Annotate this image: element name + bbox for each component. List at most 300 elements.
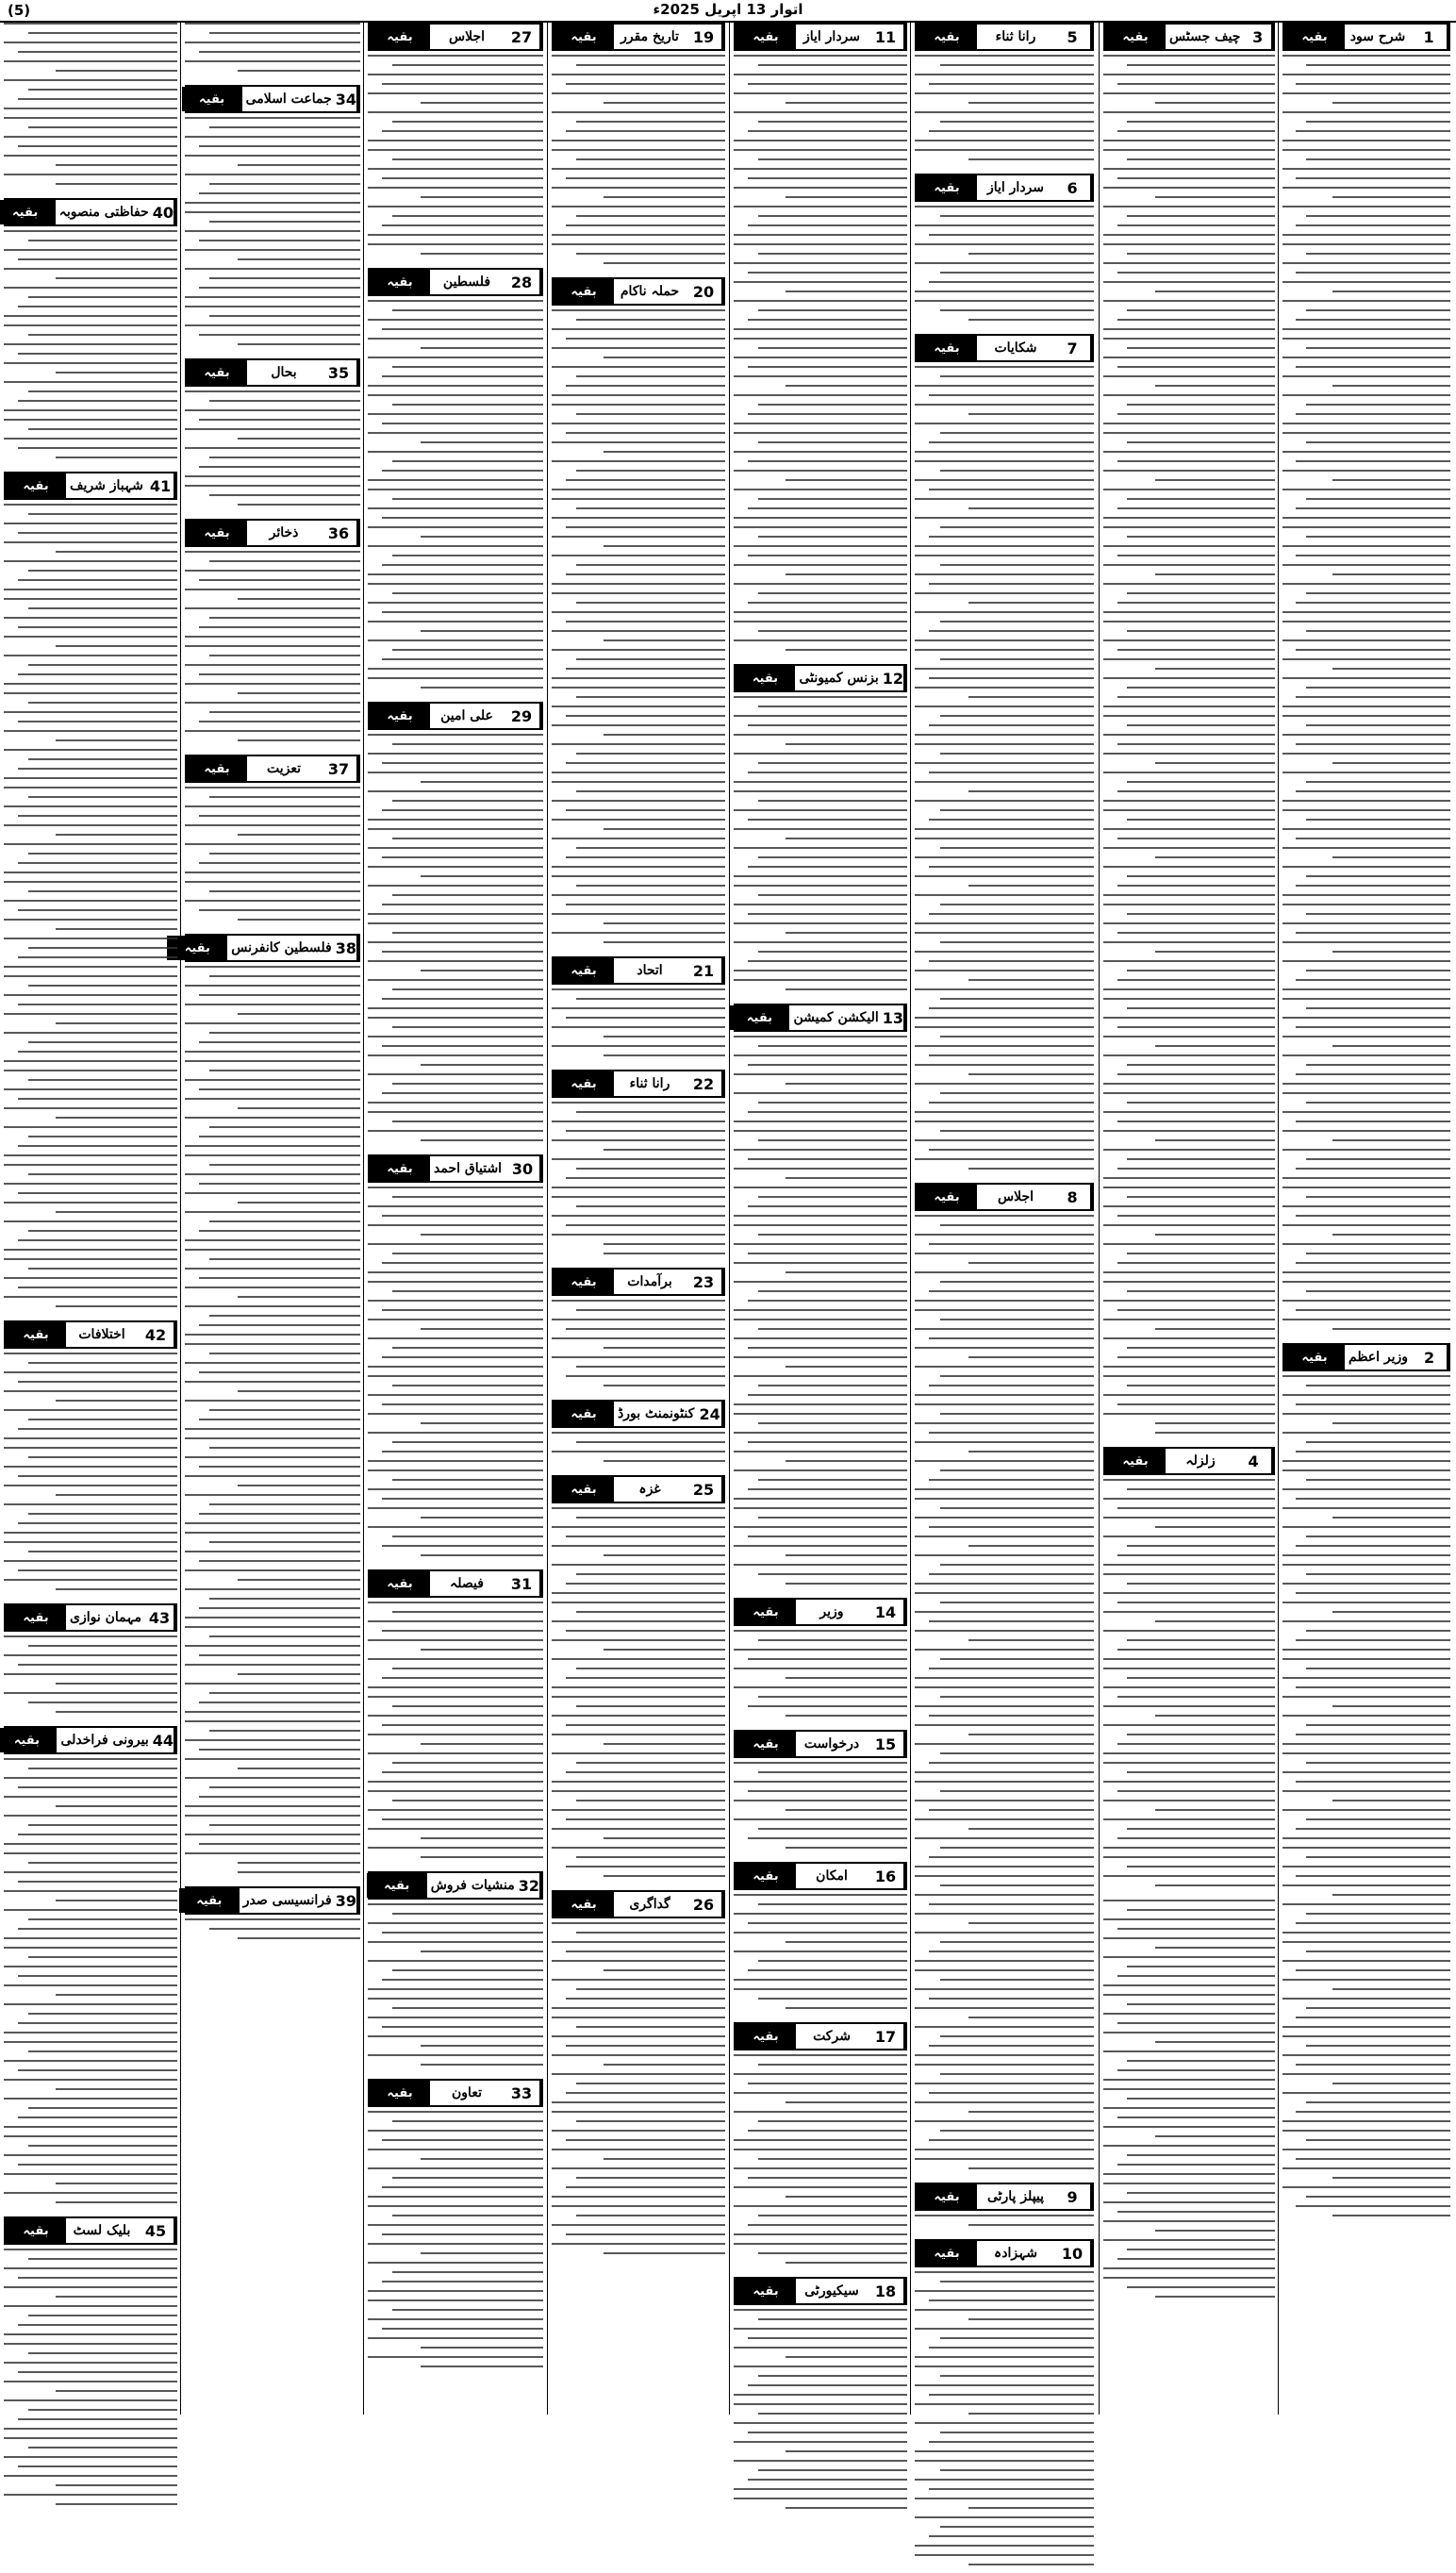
text-line xyxy=(392,555,543,556)
text-line xyxy=(734,2233,907,2235)
text-line xyxy=(1103,988,1275,990)
text-line xyxy=(604,1875,725,1877)
text-line xyxy=(4,1871,177,1873)
text-line xyxy=(758,1960,907,1962)
text-line xyxy=(382,1771,543,1773)
text-line xyxy=(185,683,360,685)
text-line xyxy=(368,602,543,604)
text-line xyxy=(4,617,177,619)
text-line xyxy=(929,1715,1094,1717)
text-line xyxy=(734,1913,907,1915)
article-continuation xyxy=(368,23,543,262)
text-line xyxy=(915,856,1094,858)
text-line xyxy=(1127,2098,1275,2100)
text-line xyxy=(576,1441,725,1443)
continued-tag xyxy=(552,277,725,306)
text-line xyxy=(382,1092,543,1094)
text-line xyxy=(1127,1734,1275,1735)
text-line xyxy=(1306,592,1450,594)
text-line xyxy=(915,649,1094,651)
article-continuation xyxy=(552,1400,725,1469)
text-line xyxy=(1103,611,1275,613)
article-number: 34 xyxy=(336,87,358,111)
text-line xyxy=(185,1834,360,1835)
text-line xyxy=(734,875,907,877)
continued-label: بقیہ xyxy=(554,1402,614,1426)
text-line xyxy=(4,994,177,996)
text-line xyxy=(748,2130,907,2132)
text-line xyxy=(185,1569,360,1571)
text-line xyxy=(786,1177,907,1179)
text-line xyxy=(4,2249,177,2250)
article-continuation xyxy=(734,23,907,658)
text-line xyxy=(552,838,725,839)
text-line xyxy=(786,838,907,839)
body-text-block xyxy=(552,1507,725,1884)
text-line xyxy=(392,1441,543,1443)
article-number: 20 xyxy=(686,279,723,304)
text-line xyxy=(915,479,1094,481)
text-line xyxy=(1103,2239,1275,2241)
text-line xyxy=(748,1347,907,1349)
text-line xyxy=(1296,1639,1450,1641)
text-line xyxy=(1127,1347,1275,1349)
text-line xyxy=(1117,1507,1275,1509)
text-line xyxy=(4,2494,177,2496)
text-line xyxy=(1103,2013,1275,2015)
text-line xyxy=(734,1224,907,1226)
text-line xyxy=(915,894,1094,896)
text-line xyxy=(4,824,177,826)
text-line xyxy=(1282,1866,1450,1868)
text-line xyxy=(238,164,360,166)
text-line xyxy=(421,1139,543,1141)
text-line xyxy=(734,243,907,245)
text-line xyxy=(552,1658,725,1660)
text-line xyxy=(1332,1139,1450,1141)
text-line xyxy=(18,98,177,100)
text-line xyxy=(18,400,177,402)
continued-tag xyxy=(915,1183,1094,1211)
text-line xyxy=(576,1668,725,1669)
text-line xyxy=(4,409,177,411)
text-line xyxy=(566,904,725,905)
text-line xyxy=(1282,894,1450,896)
text-line xyxy=(1103,111,1275,113)
text-line xyxy=(552,517,725,519)
text-line xyxy=(392,592,543,594)
text-line xyxy=(421,1743,543,1745)
text-line xyxy=(915,243,1094,245)
text-line xyxy=(382,1309,543,1311)
text-line xyxy=(748,1658,907,1660)
text-line xyxy=(1282,1960,1450,1962)
text-line xyxy=(18,1286,177,1288)
text-line xyxy=(199,994,360,996)
text-line xyxy=(1282,2167,1450,2169)
text-line xyxy=(28,947,177,949)
article-title: امکان xyxy=(816,1868,848,1884)
text-line xyxy=(421,1517,543,1519)
text-line xyxy=(4,872,177,873)
text-line xyxy=(185,1117,360,1119)
text-line xyxy=(968,2224,1094,2226)
text-line xyxy=(1332,2083,1450,2084)
text-line xyxy=(1282,1903,1450,1905)
text-line xyxy=(552,140,725,141)
text-line xyxy=(18,447,177,449)
text-line xyxy=(552,366,725,368)
text-line xyxy=(209,1928,360,1930)
article-title: حملہ ناکام xyxy=(620,284,680,299)
text-line xyxy=(1282,1771,1450,1773)
text-line xyxy=(576,998,725,1000)
text-line xyxy=(185,966,360,968)
text-line xyxy=(392,1668,543,1669)
text-line xyxy=(1332,1611,1450,1613)
text-line xyxy=(940,2432,1094,2433)
text-line xyxy=(1282,1205,1450,1207)
text-line xyxy=(734,696,907,698)
text-line xyxy=(1306,404,1450,406)
continued-label: بقیہ xyxy=(729,1005,789,1030)
text-line xyxy=(382,1932,543,1934)
text-line xyxy=(368,1790,543,1792)
text-line xyxy=(421,1837,543,1839)
text-line xyxy=(1296,272,1450,274)
text-line xyxy=(1282,1998,1450,2000)
text-line xyxy=(4,1503,177,1505)
column-divider xyxy=(729,23,730,2415)
text-line xyxy=(1282,621,1450,622)
text-line xyxy=(1306,536,1450,538)
text-line xyxy=(4,1126,177,1128)
text-line xyxy=(4,1013,177,1015)
text-line xyxy=(1332,479,1450,481)
text-line xyxy=(368,1224,543,1226)
text-line xyxy=(1127,1639,1275,1641)
column-8 xyxy=(4,23,177,2415)
text-line xyxy=(758,1771,907,1773)
text-line xyxy=(786,2450,907,2452)
text-line xyxy=(734,1432,907,1434)
text-line xyxy=(929,724,1094,726)
text-line xyxy=(758,1696,907,1698)
text-line xyxy=(1282,1649,1450,1651)
text-line xyxy=(1282,1979,1450,1981)
text-line xyxy=(1296,932,1450,934)
article-continuation xyxy=(1103,1447,1275,1894)
continued-label: بقیہ xyxy=(736,1732,796,1756)
text-line xyxy=(56,928,177,930)
text-line xyxy=(368,187,543,189)
text-line xyxy=(185,1852,360,1854)
article-continuation xyxy=(734,1730,907,1856)
text-line xyxy=(392,1347,543,1349)
text-line xyxy=(915,2545,1094,2547)
text-line xyxy=(552,309,725,311)
text-line xyxy=(929,677,1094,679)
text-line xyxy=(734,1686,907,1688)
text-line xyxy=(566,1130,725,1132)
text-line xyxy=(1103,1092,1275,1094)
continued-tag xyxy=(368,1871,543,1900)
text-line xyxy=(929,1479,1094,1481)
text-line xyxy=(915,1988,1094,1990)
text-line xyxy=(1332,1705,1450,1707)
text-line xyxy=(185,174,360,175)
text-line xyxy=(915,498,1094,500)
text-line xyxy=(1296,460,1450,462)
text-line xyxy=(28,2050,177,2052)
text-line xyxy=(368,922,543,924)
text-line xyxy=(185,1815,360,1817)
text-line xyxy=(1282,1715,1450,1717)
article-number: 37 xyxy=(321,756,358,781)
text-line xyxy=(1103,1243,1275,1245)
text-line xyxy=(421,630,543,632)
text-line xyxy=(209,1598,360,1600)
article-number: 45 xyxy=(138,2218,175,2243)
text-line xyxy=(421,1234,543,1236)
text-line xyxy=(1282,234,1450,236)
text-line xyxy=(1103,1781,1275,1783)
text-line xyxy=(734,2394,907,2396)
text-line xyxy=(552,649,725,651)
text-line xyxy=(1296,743,1450,745)
text-line xyxy=(1117,1602,1275,1603)
body-text-block xyxy=(734,2054,907,2271)
text-line xyxy=(1282,658,1450,660)
text-line xyxy=(1282,1460,1450,1462)
article-number: 44 xyxy=(153,1728,175,1752)
text-line xyxy=(915,875,1094,877)
text-line xyxy=(4,1371,177,1373)
text-line xyxy=(1282,1583,1450,1585)
text-line xyxy=(1282,1469,1450,1471)
text-line xyxy=(604,1460,725,1462)
text-line xyxy=(566,83,725,85)
text-line xyxy=(758,762,907,764)
text-line xyxy=(368,2290,543,2292)
text-line xyxy=(1103,1592,1275,1594)
text-line xyxy=(1117,1554,1275,1556)
text-line xyxy=(929,1432,1094,1434)
text-line xyxy=(1282,715,1450,717)
text-line xyxy=(368,243,543,245)
text-line xyxy=(734,168,907,170)
text-line xyxy=(368,1469,543,1471)
text-line xyxy=(968,2318,1094,2320)
text-line xyxy=(185,1004,360,1005)
text-line xyxy=(940,904,1094,905)
text-line xyxy=(576,847,725,849)
text-line xyxy=(1332,762,1450,764)
text-line xyxy=(576,1366,725,1368)
text-line xyxy=(4,1485,177,1486)
text-line xyxy=(1306,1196,1450,1198)
text-line xyxy=(1306,1102,1450,1104)
text-line xyxy=(734,1356,907,1358)
article-title: رانا ثناء xyxy=(629,1076,670,1091)
text-line xyxy=(1155,951,1275,953)
text-line xyxy=(1127,781,1275,783)
text-line xyxy=(18,2116,177,2118)
text-line xyxy=(1282,706,1450,707)
text-line xyxy=(968,2167,1094,2169)
text-line xyxy=(18,1928,177,1930)
article-number: 43 xyxy=(145,1605,175,1630)
body-text-block xyxy=(552,55,725,272)
text-line xyxy=(4,2126,177,2128)
text-line xyxy=(1296,177,1450,179)
text-line xyxy=(915,828,1094,830)
text-line xyxy=(1103,904,1275,905)
text-line xyxy=(209,277,360,279)
text-line xyxy=(368,1658,543,1660)
text-line xyxy=(4,1758,177,1760)
continued-label: بقیہ xyxy=(6,473,66,498)
text-line xyxy=(238,70,360,72)
text-line xyxy=(748,2337,907,2339)
text-line xyxy=(56,1805,177,1807)
text-line xyxy=(968,158,1094,160)
text-line xyxy=(552,1120,725,1122)
text-line xyxy=(392,2120,543,2122)
text-line xyxy=(421,1422,543,1424)
text-line xyxy=(28,985,177,987)
text-line xyxy=(1117,1356,1275,1358)
text-line xyxy=(940,1130,1094,1132)
text-line xyxy=(1296,649,1450,651)
text-line xyxy=(734,1988,907,1990)
text-line xyxy=(421,2158,543,2160)
continued-tag xyxy=(734,1730,907,1758)
text-line xyxy=(915,1120,1094,1122)
text-line xyxy=(758,1385,907,1386)
text-line xyxy=(1282,904,1450,905)
text-line xyxy=(1296,2064,1450,2066)
text-line xyxy=(4,1984,177,1986)
text-line xyxy=(1117,1073,1275,1075)
text-line xyxy=(566,573,725,575)
text-line xyxy=(1103,545,1275,547)
text-line xyxy=(28,126,177,128)
text-line xyxy=(4,362,177,364)
text-line xyxy=(915,1498,1094,1500)
text-line xyxy=(748,2432,907,2433)
text-line xyxy=(915,1403,1094,1405)
article-continuation xyxy=(185,519,360,749)
text-line xyxy=(392,309,543,311)
text-line xyxy=(4,2456,177,2458)
text-line xyxy=(4,1060,177,1062)
text-line xyxy=(1117,2116,1275,2118)
text-line xyxy=(1332,573,1450,575)
continued-tag xyxy=(915,23,1094,51)
text-line xyxy=(940,1092,1094,1094)
text-line xyxy=(576,1856,725,1858)
text-line xyxy=(552,687,725,689)
text-line xyxy=(734,2422,907,2424)
text-line xyxy=(968,1451,1094,1452)
text-line xyxy=(576,1111,725,1113)
text-line xyxy=(1103,234,1275,236)
text-line xyxy=(1282,111,1450,113)
text-line xyxy=(1282,545,1450,547)
text-line xyxy=(1282,1111,1450,1113)
text-line xyxy=(1103,1573,1275,1575)
text-line xyxy=(1117,838,1275,839)
text-line xyxy=(1282,1036,1450,1038)
text-line xyxy=(1127,630,1275,632)
text-line xyxy=(382,1215,543,1217)
text-line xyxy=(185,570,360,572)
text-line xyxy=(238,504,360,506)
text-line xyxy=(940,1375,1094,1377)
text-line xyxy=(566,479,725,481)
text-line xyxy=(552,1809,725,1811)
text-line xyxy=(1103,517,1275,519)
text-line xyxy=(4,541,177,543)
text-line xyxy=(566,2233,725,2235)
column-divider xyxy=(363,23,364,2415)
text-line xyxy=(552,1337,725,1339)
text-line xyxy=(185,211,360,213)
text-line xyxy=(576,1611,725,1613)
continued-label: بقیہ xyxy=(917,2241,977,2266)
text-line xyxy=(1117,696,1275,698)
article-number: 38 xyxy=(336,936,358,960)
article-number: 7 xyxy=(1054,336,1092,360)
article-title: جماعت اسلامی xyxy=(245,91,332,107)
text-line xyxy=(56,2183,177,2184)
text-line xyxy=(1127,536,1275,538)
text-line xyxy=(1282,55,1450,57)
text-line xyxy=(940,753,1094,755)
text-line xyxy=(566,2186,725,2188)
text-line xyxy=(734,1762,907,1764)
text-line xyxy=(758,498,907,500)
text-line xyxy=(368,885,543,887)
text-line xyxy=(1127,158,1275,160)
text-line xyxy=(18,306,177,307)
text-line xyxy=(1155,1715,1275,1717)
text-line xyxy=(915,555,1094,556)
text-line xyxy=(576,564,725,566)
text-line xyxy=(392,1969,543,1971)
text-line xyxy=(382,470,543,472)
article-number: 5 xyxy=(1054,25,1092,49)
text-line xyxy=(552,536,725,538)
body-text-block xyxy=(185,1918,360,1947)
text-line xyxy=(368,1413,543,1415)
text-line xyxy=(368,734,543,736)
continued-tag xyxy=(368,1569,543,1598)
text-line xyxy=(1296,1969,1450,1971)
text-line xyxy=(915,224,1094,226)
text-line xyxy=(552,2101,725,2103)
body-text-block xyxy=(734,2309,907,2516)
article-number: 8 xyxy=(1054,1185,1092,1209)
article-title: الیکشن کمیشن xyxy=(793,1010,879,1025)
text-line xyxy=(185,589,360,590)
article-continuation xyxy=(552,277,725,951)
text-line xyxy=(1332,1045,1450,1047)
article-number: 11 xyxy=(868,25,905,49)
text-line xyxy=(552,1734,725,1735)
text-line xyxy=(1127,1196,1275,1198)
